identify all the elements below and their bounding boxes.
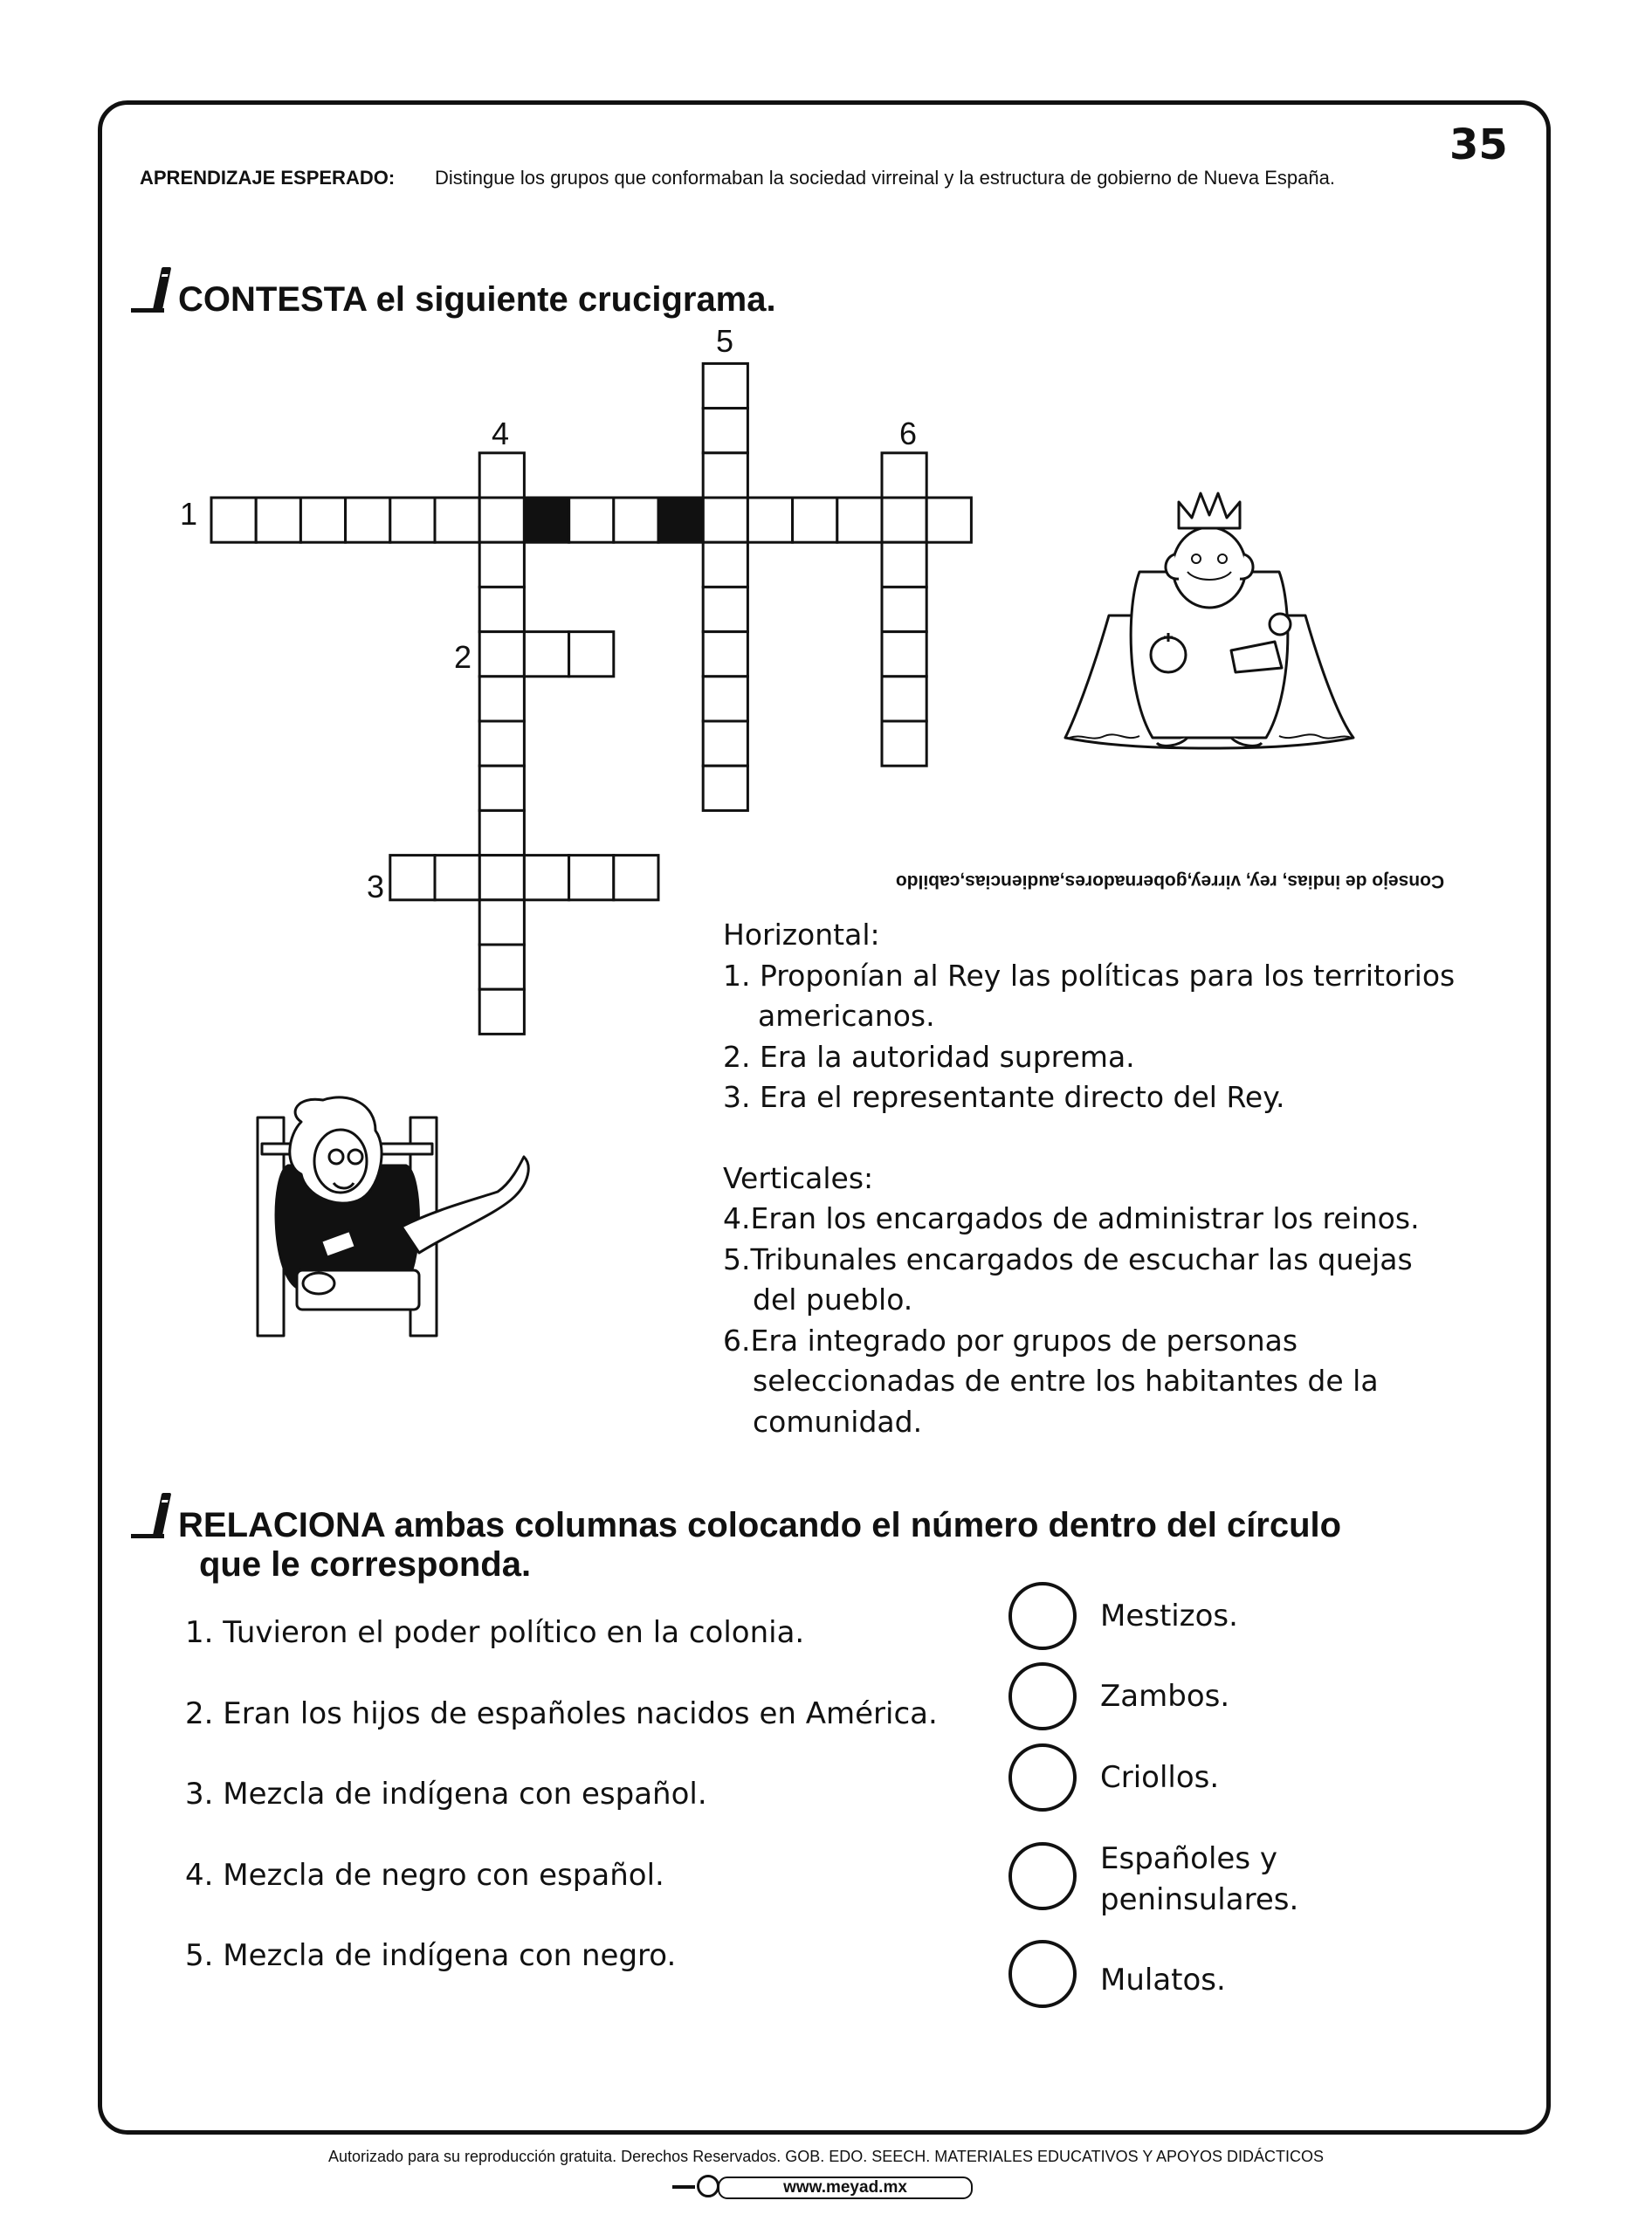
crossword-cell[interactable] xyxy=(524,856,568,900)
crossword-cell[interactable] xyxy=(479,453,524,498)
crossword-cell[interactable] xyxy=(390,856,435,900)
website-url[interactable]: www.meyad.mx xyxy=(718,2177,973,2199)
vertical-clue-6-cont-1: seleccionadas de entre los habitantes de la xyxy=(753,1364,1379,1398)
horizontal-clue-2: 2. Era la autoridad suprema. xyxy=(723,1039,1135,1074)
crossword-cell[interactable] xyxy=(882,721,926,766)
crossword-cell[interactable] xyxy=(703,766,747,810)
crossword-cell[interactable] xyxy=(479,856,524,900)
crossword-cell[interactable] xyxy=(614,856,658,900)
crossword-cell[interactable] xyxy=(435,856,479,900)
objective-text: Distingue los grupos que conformaban la sociedad virreinal y la estructura de gobierno de Nueva España. xyxy=(435,167,1335,189)
crossword-cell[interactable] xyxy=(703,498,747,542)
crossword-clues xyxy=(723,915,1455,1442)
crossword-cell[interactable] xyxy=(479,677,524,721)
matching-instruction xyxy=(131,1493,1341,1545)
vertical-clue-5-cont: del pueblo. xyxy=(753,1283,913,1317)
website-badge[interactable] xyxy=(672,2177,960,2199)
crossword-cell[interactable] xyxy=(435,498,479,542)
horizontal-clue-1-cont: americanos. xyxy=(758,999,935,1033)
matching-instruction-line2: que le corresponda. xyxy=(199,1545,532,1584)
footer-text: Autorizado para su reproducción gratuita. Derechos Reservados. GOB. EDO. SEECH. MATERIALES EDUCATIVOS Y APOYOS DIDÁCTICOS xyxy=(327,2148,1325,2165)
crossword-cell[interactable] xyxy=(479,989,524,1034)
match-left-item-5: 5. Mezcla de indígena con negro. xyxy=(185,1938,677,1973)
crossword-instruction xyxy=(131,267,776,320)
crossword-cell[interactable] xyxy=(882,587,926,631)
crossword-cell[interactable] xyxy=(211,498,256,542)
crossword-cell[interactable] xyxy=(300,498,345,542)
crossword-cell[interactable] xyxy=(479,632,524,677)
vertical-clue-5: 5.Tribunales encargados de escuchar las quejas xyxy=(723,1241,1413,1276)
crossword-cell[interactable] xyxy=(346,498,390,542)
page-number: 35 xyxy=(1449,120,1508,169)
clue-number-1: 1 xyxy=(180,496,198,532)
match-right-mulatos: Mulatos. xyxy=(1100,1963,1226,1998)
answer-circle-2[interactable] xyxy=(1008,1662,1077,1730)
crossword-cell[interactable] xyxy=(882,498,926,542)
crossword-cell[interactable] xyxy=(703,363,747,408)
answer-circle-4[interactable] xyxy=(1008,1842,1077,1910)
crossword-cell[interactable] xyxy=(569,498,614,542)
answer-circle-1[interactable] xyxy=(1008,1582,1077,1650)
crossword-cell[interactable] xyxy=(703,677,747,721)
crossword-cell[interactable] xyxy=(256,498,300,542)
horizontal-title: Horizontal: xyxy=(723,918,880,952)
vertical-clue-6: 6.Era integrado por grupos de personas xyxy=(723,1323,1298,1358)
crossword-cell[interactable] xyxy=(703,453,747,498)
crossword-cell[interactable] xyxy=(703,409,747,453)
crossword-cell[interactable] xyxy=(926,498,971,542)
crossword-cell[interactable] xyxy=(614,498,658,542)
pencil-icon xyxy=(131,267,176,316)
match-right-zambos: Zambos. xyxy=(1100,1679,1230,1714)
match-left-item-2: 2. Eran los hijos de españoles nacidos en América. xyxy=(185,1696,938,1731)
match-right-peninsulares: peninsulares. xyxy=(1100,1882,1299,1917)
crossword-cell[interactable] xyxy=(479,721,524,766)
crossword-cell[interactable] xyxy=(837,498,882,542)
instruction-verb: CONTESTA xyxy=(178,280,367,319)
crossword-cell[interactable] xyxy=(479,587,524,631)
crossword-cell[interactable] xyxy=(793,498,837,542)
crossword-cell[interactable] xyxy=(703,587,747,631)
vertical-clue-6-cont-2: comunidad. xyxy=(753,1404,923,1439)
crossword-cell[interactable] xyxy=(524,632,568,677)
instruction-rest: el siguiente crucigrama. xyxy=(366,280,776,319)
crossword-cell[interactable] xyxy=(479,810,524,855)
crossword-cell[interactable] xyxy=(703,542,747,587)
crossword-cell[interactable] xyxy=(882,632,926,677)
judge-illustration xyxy=(236,1096,541,1340)
instruction-verb: RELACIONA xyxy=(178,1506,385,1544)
crossword-cell[interactable] xyxy=(390,498,435,542)
match-right-espanoles: Españoles y xyxy=(1100,1841,1277,1876)
crossword-cell[interactable] xyxy=(703,632,747,677)
answer-circle-3[interactable] xyxy=(1008,1743,1077,1812)
globe-icon xyxy=(697,2175,719,2197)
vertical-clue-4: 4.Eran los encargados de administrar los reinos. xyxy=(723,1201,1420,1235)
clue-number-5: 5 xyxy=(716,323,734,359)
horizontal-clue-3: 3. Era el representante directo del Rey. xyxy=(723,1080,1285,1114)
crossword-cell[interactable] xyxy=(479,900,524,945)
pencil-icon xyxy=(131,1493,176,1542)
crossword-cell[interactable] xyxy=(569,856,614,900)
instruction-rest: ambas columnas colocando el número dentro del círculo xyxy=(384,1506,1342,1544)
crossword-cell[interactable] xyxy=(882,453,926,498)
crossword-cell[interactable] xyxy=(479,766,524,810)
match-right-mestizos: Mestizos. xyxy=(1100,1599,1238,1633)
arrow-icon xyxy=(672,2185,695,2189)
clue-number-6: 6 xyxy=(899,416,918,451)
crossword-cell[interactable] xyxy=(479,945,524,989)
crossword-cell[interactable] xyxy=(882,677,926,721)
crossword-cell[interactable] xyxy=(703,721,747,766)
match-left-item-4: 4. Mezcla de negro con español. xyxy=(185,1858,664,1893)
crossword-cell[interactable] xyxy=(747,498,792,542)
clue-number-4: 4 xyxy=(492,416,510,451)
match-left-item-1: 1. Tuvieron el poder político en la colonia. xyxy=(185,1615,805,1650)
match-right-criollos: Criollos. xyxy=(1100,1760,1220,1795)
king-illustration xyxy=(1057,476,1362,764)
crossword-cell[interactable] xyxy=(882,542,926,587)
clue-number-3: 3 xyxy=(367,869,385,904)
vertical-title: Verticales: xyxy=(723,1160,874,1195)
word-bank-upside-down: Consejo de indias, rey, virrey,gobernadores,audiencias,cabildo xyxy=(895,871,1445,891)
crossword-cell[interactable] xyxy=(569,632,614,677)
horizontal-clue-1: 1. Proponían al Rey las políticas para los territorios xyxy=(723,958,1456,993)
clue-number-2: 2 xyxy=(454,639,472,675)
answer-circle-5[interactable] xyxy=(1008,1940,1077,2008)
match-left-item-3: 3. Mezcla de indígena con español. xyxy=(185,1777,707,1812)
objective-label: APRENDIZAJE ESPERADO: xyxy=(140,167,396,189)
crossword-cell[interactable] xyxy=(479,542,524,587)
crossword-cell[interactable] xyxy=(479,498,524,542)
